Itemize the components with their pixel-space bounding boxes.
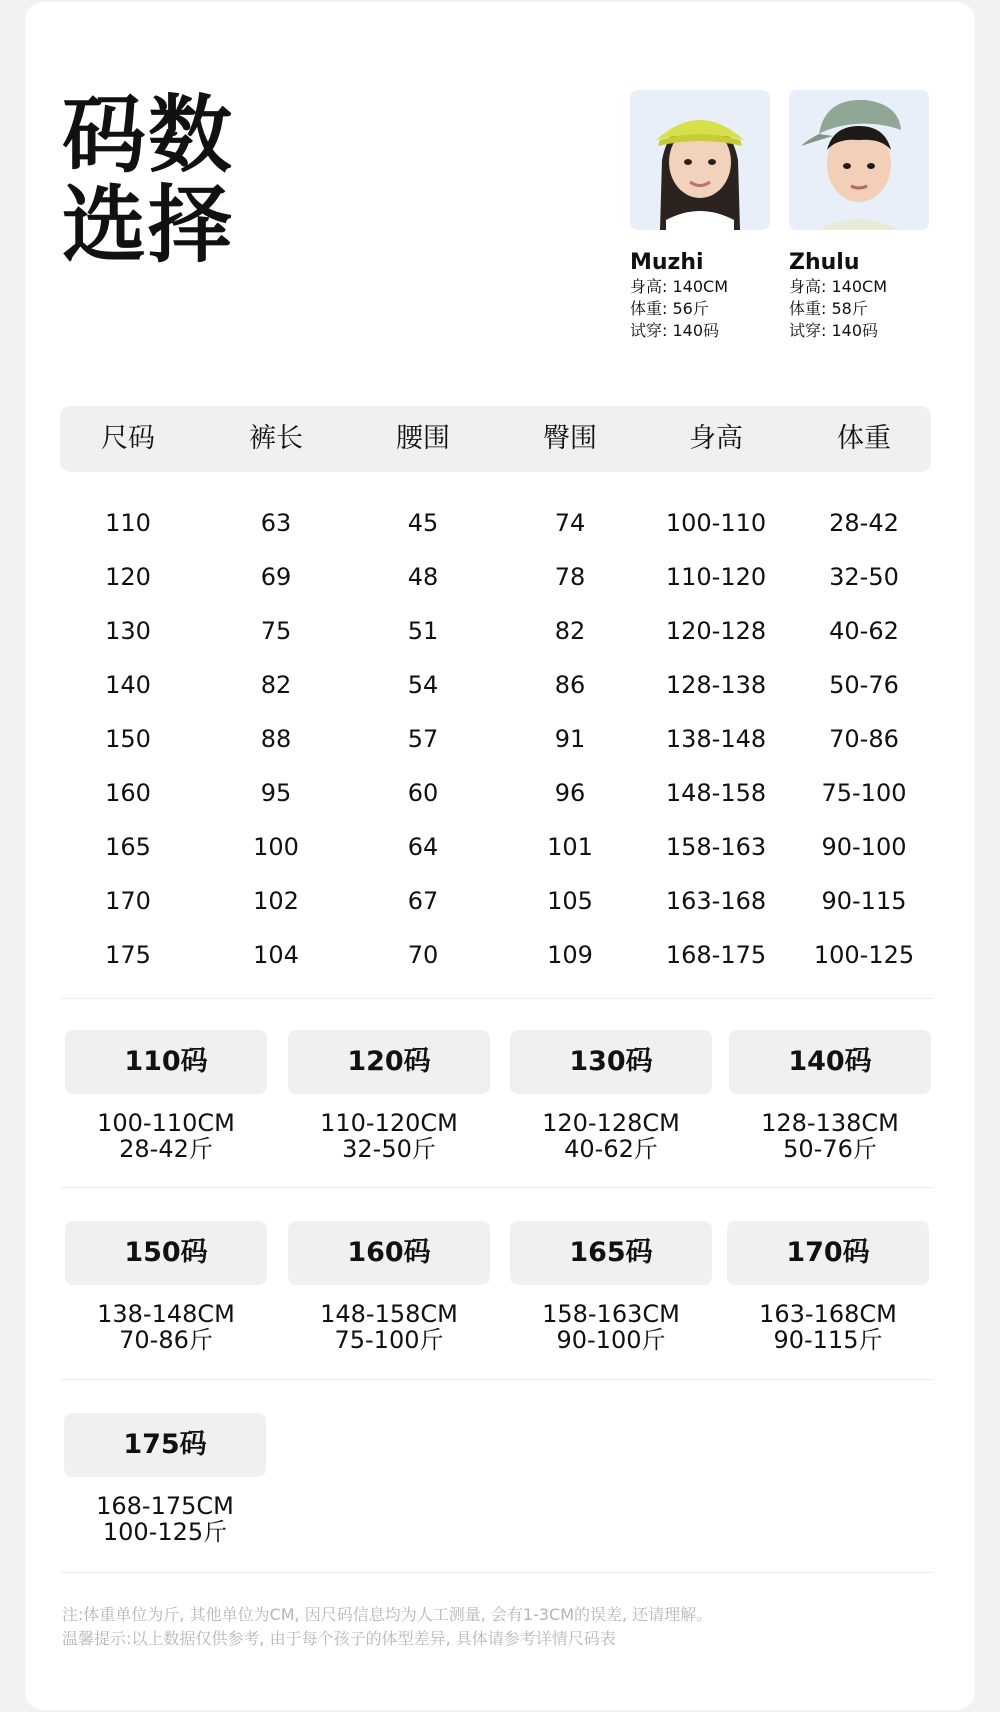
size-guide-card	[25, 2, 975, 1710]
table-cell: 75	[260, 617, 292, 645]
table-cell: 90-100	[821, 833, 907, 861]
table-cell: 60	[407, 779, 439, 807]
table-cell: 105	[547, 887, 593, 915]
table-row	[60, 766, 931, 820]
size-badge: 130码	[510, 1030, 712, 1094]
header-height: 身高	[689, 423, 743, 454]
table-cell: 51	[407, 617, 439, 645]
height-range: 128-138CM	[761, 1109, 899, 1137]
table-cell: 86	[554, 671, 586, 699]
size-badge: 140码	[729, 1030, 931, 1094]
table-cell: 120	[105, 563, 151, 591]
size-card-120	[288, 1030, 490, 1162]
table-cell: 90-115	[821, 887, 907, 915]
model-tried-size: 试穿: 140码	[789, 321, 879, 340]
table-cell: 28-42	[829, 509, 899, 537]
page-title	[62, 86, 235, 274]
model-name: Muzhi	[630, 250, 704, 275]
table-cell: 175	[105, 941, 151, 969]
footnote-units: 注:体重单位为斤, 其他单位为CM, 因尺码信息均为人工测量, 会有1-3CM的误差, 还请理解。	[62, 1605, 713, 1624]
table-cell: 128-138	[665, 671, 767, 699]
table-cell: 160	[105, 779, 151, 807]
table-cell: 88	[260, 725, 292, 753]
size-badge: 110码	[65, 1030, 267, 1094]
table-cell: 40-62	[829, 617, 899, 645]
header-waist: 腰围	[396, 423, 450, 454]
table-cell: 32-50	[829, 563, 899, 591]
table-cell: 140	[105, 671, 151, 699]
height-range: 120-128CM	[542, 1109, 680, 1137]
size-badge: 165码	[510, 1221, 712, 1285]
model-weight: 体重: 58斤	[789, 299, 868, 318]
title-line-1: 码数	[62, 86, 235, 184]
height-range: 110-120CM	[320, 1109, 458, 1137]
table-cell: 54	[407, 671, 439, 699]
table-row	[60, 874, 931, 928]
size-card-170	[727, 1221, 929, 1353]
table-cell: 45	[407, 509, 439, 537]
footnote-tip: 温馨提示:以上数据仅供参考, 由于每个孩子的体型差异, 具体请参考详情尺码表	[62, 1629, 616, 1648]
weight-range: 75-100斤	[334, 1326, 444, 1354]
weight-range: 70-86斤	[119, 1326, 213, 1354]
model-muzhi	[630, 90, 772, 342]
size-badge: 120码	[288, 1030, 490, 1094]
weight-range: 50-76斤	[783, 1135, 877, 1163]
height-range: 168-175CM	[96, 1492, 234, 1520]
weight-range: 90-100斤	[556, 1326, 666, 1354]
table-row	[60, 820, 931, 874]
height-range: 163-168CM	[759, 1300, 897, 1328]
table-cell: 100-125	[813, 941, 915, 969]
table-cell: 102	[253, 887, 299, 915]
table-cell: 130	[105, 617, 151, 645]
table-cell: 95	[260, 779, 292, 807]
table-cell: 168-175	[665, 941, 767, 969]
model-height: 身高: 140CM	[630, 277, 728, 296]
table-cell: 110	[105, 509, 151, 537]
table-cell: 63	[260, 509, 292, 537]
table-cell: 48	[407, 563, 439, 591]
size-badge: 150码	[65, 1221, 267, 1285]
table-cell: 50-76	[829, 671, 899, 699]
table-row	[60, 604, 931, 658]
table-cell: 69	[260, 563, 292, 591]
size-table-header	[60, 406, 931, 472]
model-zhulu	[789, 90, 931, 342]
table-cell: 165	[105, 833, 151, 861]
size-card-160	[288, 1221, 490, 1353]
size-card-140	[729, 1030, 931, 1162]
divider	[60, 998, 933, 999]
girl-portrait-icon	[630, 90, 770, 230]
size-card-110	[65, 1030, 267, 1162]
divider	[60, 1187, 933, 1188]
divider	[60, 1379, 933, 1380]
header-hip: 臀围	[543, 423, 597, 454]
table-cell: 120-128	[665, 617, 767, 645]
table-cell: 100	[253, 833, 299, 861]
table-cell: 148-158	[665, 779, 767, 807]
size-table-body	[60, 496, 931, 982]
model-height: 身高: 140CM	[789, 277, 887, 296]
table-cell: 170	[105, 887, 151, 915]
size-card-150	[65, 1221, 267, 1353]
table-cell: 67	[407, 887, 439, 915]
height-range: 158-163CM	[542, 1300, 680, 1328]
model-photo-boy	[789, 90, 929, 230]
table-cell: 138-148	[665, 725, 767, 753]
height-range: 138-148CM	[97, 1300, 235, 1328]
header-weight: 体重	[837, 423, 891, 454]
table-cell: 70-86	[829, 725, 899, 753]
table-row	[60, 928, 931, 982]
boy-portrait-icon	[789, 90, 929, 230]
header-size: 尺码	[101, 423, 155, 454]
height-range: 148-158CM	[320, 1300, 458, 1328]
weight-range: 32-50斤	[342, 1135, 436, 1163]
table-cell: 100-110	[665, 509, 767, 537]
table-cell: 110-120	[665, 563, 767, 591]
model-tried-size: 试穿: 140码	[630, 321, 720, 340]
table-cell: 64	[407, 833, 439, 861]
weight-range: 40-62斤	[564, 1135, 658, 1163]
table-cell: 74	[554, 509, 586, 537]
table-cell: 82	[260, 671, 292, 699]
table-cell: 150	[105, 725, 151, 753]
table-row	[60, 550, 931, 604]
table-row	[60, 658, 931, 712]
size-badge: 160码	[288, 1221, 490, 1285]
table-cell: 96	[554, 779, 586, 807]
table-cell: 158-163	[665, 833, 767, 861]
size-card-165	[510, 1221, 712, 1353]
table-cell: 101	[547, 833, 593, 861]
table-cell: 70	[407, 941, 439, 969]
table-row	[60, 496, 931, 550]
table-cell: 163-168	[665, 887, 767, 915]
table-row	[60, 712, 931, 766]
table-cell: 104	[253, 941, 299, 969]
size-badge: 175码	[64, 1413, 266, 1477]
weight-range: 28-42斤	[119, 1135, 213, 1163]
title-line-2: 选择	[62, 176, 235, 274]
model-name: Zhulu	[789, 250, 860, 275]
header-pants-length: 裤长	[249, 423, 303, 454]
table-cell: 57	[407, 725, 439, 753]
size-badge: 170码	[727, 1221, 929, 1285]
table-cell: 82	[554, 617, 586, 645]
table-cell: 78	[554, 563, 586, 591]
weight-range: 100-125斤	[102, 1518, 228, 1546]
height-range: 100-110CM	[97, 1109, 235, 1137]
divider	[60, 1572, 933, 1573]
size-card-130	[510, 1030, 712, 1162]
table-cell: 109	[547, 941, 593, 969]
table-cell: 75-100	[821, 779, 907, 807]
weight-range: 90-115斤	[773, 1326, 883, 1354]
table-cell: 91	[554, 725, 586, 753]
model-weight: 体重: 56斤	[630, 299, 709, 318]
size-card-175	[64, 1413, 266, 1545]
model-photo-girl	[630, 90, 770, 230]
